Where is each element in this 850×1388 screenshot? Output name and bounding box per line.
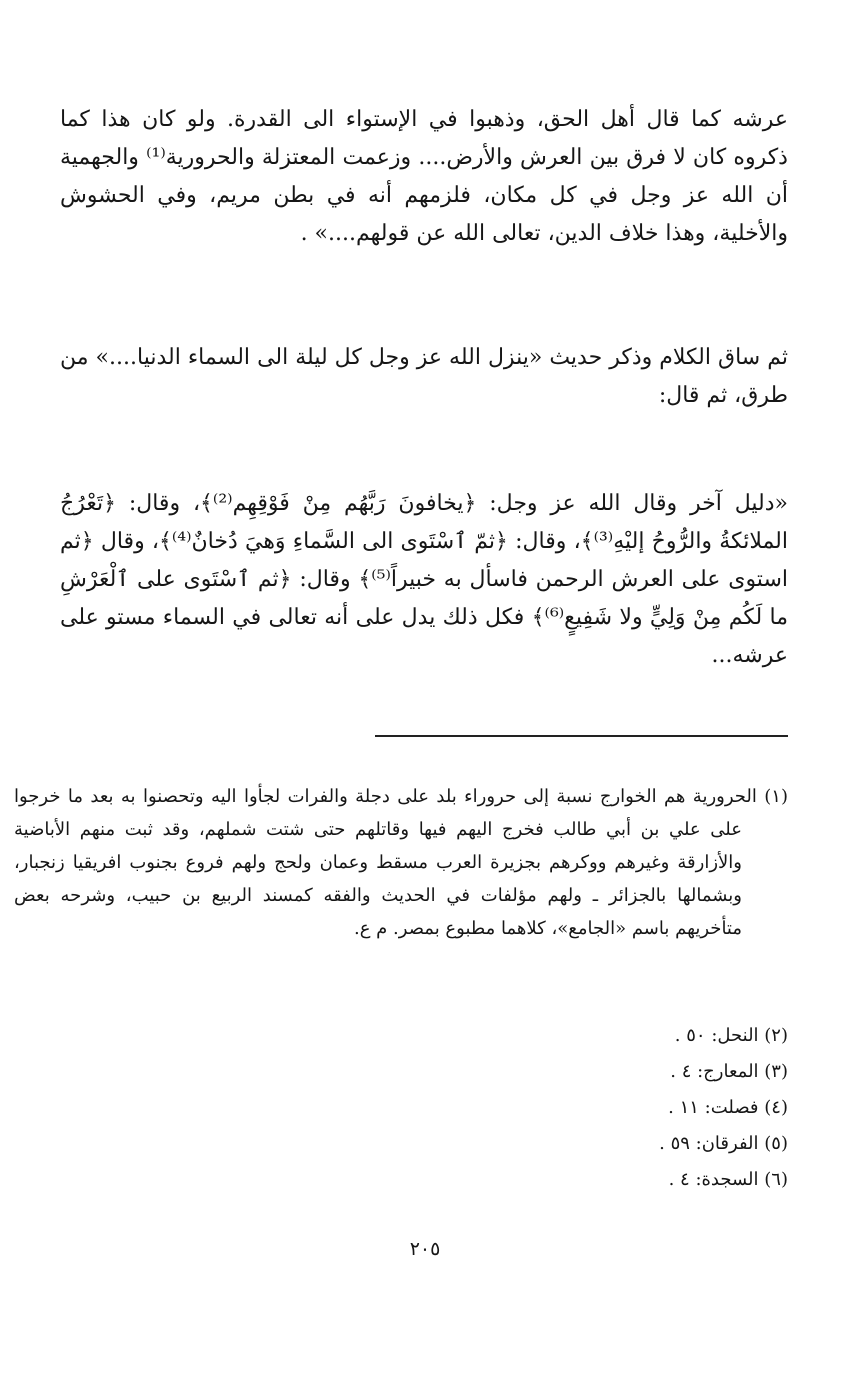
body-paragraph-3: «دليل آخر وقال الله عز وجل: ﴿يخافونَ رَبَّهُم مِنْ فَوْقِهِم⁽²⁾﴾، وقال: ﴿تَعْرُجُ الملائكةُ والرُّوحُ إليْهِ⁽³⁾﴾، وقال: ﴿ثمّ ٱسْتَوى الى السَّماءِ وَهيَ دُخانٌ⁽⁴⁾﴾، وقال ﴿ثم استوى على العرش الرحمن فاسأل به خبيراً⁽⁵⁾﴾ وقال: ﴿ثم ٱسْتَوى على ٱلْعَرْشِ ما لَكُم مِنْ وَلِيٍّ ولا شَفِيعٍ⁽⁶⁾﴾ فكل ذلك يدل على أنه تعالى في السماء مستو على عرشه... [60, 491, 788, 668]
body-paragraph-1: عرشه كما قال أهل الحق، وذهبوا في الإستواء الى القدرة. ولو كان هذا كما ذكروه كان لا فرق بين العرش والأرض.... وزعمت المعتزلة والحرورية⁽¹⁾ والجهمية أن الله عز وجل في كل مكان، فلزمهم أنه في بطن مريم، وفي الحشوش والأخلية، وهذا خلاف الدين، تعالى الله عن قولهم....» . [60, 107, 788, 246]
body-paragraph-2: ثم ساق الكلام وذكر حديث «ينزل الله عز وجل كل ليلة الى السماء الدنيا....» من طرق، ثم قال: [60, 345, 788, 408]
footnote-1: (١) الحرورية هم الخوارج نسبة إلى حروراء بلد على دجلة والفرات لجأوا اليه وتحصنوا به بعد ما خرجوا على علي بن أبي طالب فخرج اليهم فيها وقاتلهم حتى شتت شملهم، وقد ثبت منهم الأباضية والأزارقة وغيرهم ووكرهم بجزيرة العرب مسقط وعمان ولحج ولهم فروع بجنوب افريقيا زنجبار، وبشمالها بالجزائر ـ ولهم مؤلفات في الحديث والفقه كمسند الربيع بن حبيب، وشرحه بعض متأخريهم باسم «الجامع»، كلاهما مطبوع بمصر. م ع. [14, 786, 788, 939]
footnote-5: (٥) الفرقان: ٥٩ . [659, 1133, 788, 1154]
footnote-2: (٢) النحل: ٥٠ . [674, 1025, 788, 1046]
footnote-6: (٦) السجدة: ٤ . [668, 1169, 788, 1190]
footnote-3: (٣) المعارج: ٤ . [670, 1061, 788, 1082]
footnote-separator [375, 735, 788, 737]
page-number: ٢٠٥ [409, 1238, 441, 1260]
footnote-list [388, 1018, 788, 1198]
footnote-4: (٤) فصلت: ١١ . [668, 1097, 788, 1118]
